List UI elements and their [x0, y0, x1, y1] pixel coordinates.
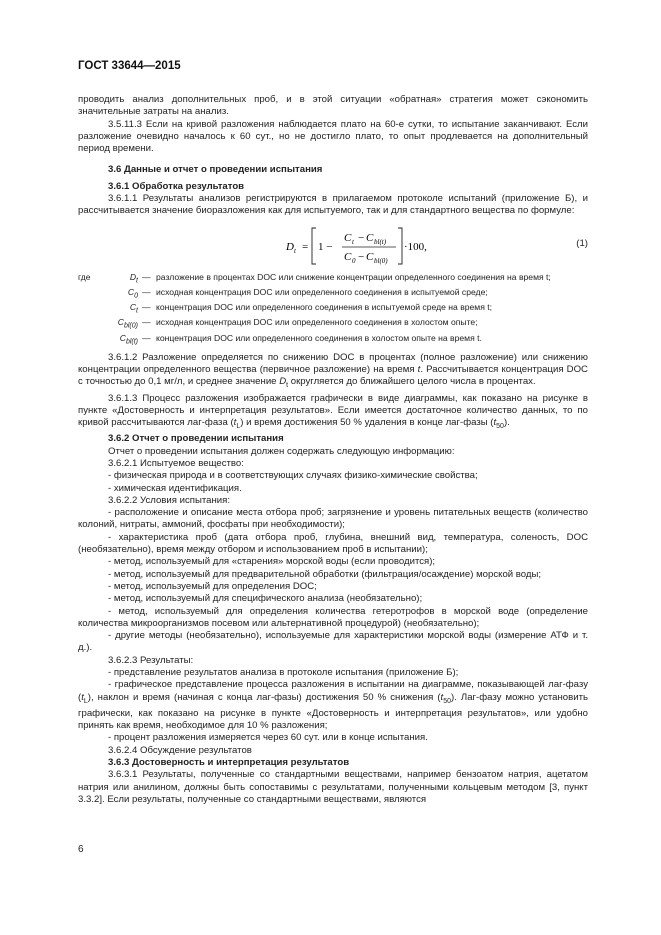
- paragraph: 3.6.2.3 Результаты:: [108, 654, 194, 666]
- left-bracket: [312, 228, 316, 264]
- list-item: - метод, используемый для определения DOC;: [108, 580, 317, 592]
- formula-number: (1): [576, 237, 588, 249]
- num-minus: −: [358, 231, 365, 244]
- definition-row: где $D_t$ — разложение в процентах DOC или снижение концентрации определенного соединения на время t;: [78, 271, 551, 285]
- definition-row: $C_{bl(t)}$ — концентрация DOC или определенного соединения в холостом опыте на время t.: [119, 332, 482, 346]
- paragraph: 3.6.1.1 Результаты анализов регистрируются в прилагаемом протоколе испытаний (приложение Б), и рассчитывается значение биоразложения как для испытуемого, так и для стандартного вещества по формуле:: [78, 193, 588, 217]
- den-c: C: [344, 250, 352, 263]
- paragraph: 3.6.2.4 Обсуждение результатов: [108, 744, 252, 756]
- paragraph: 3.6.1.3 Процесс разложения изображается графически в виде диаграммы, как показано на рисунке в пункте «Достоверность и интерпретация результатов». Если имеется достаточное количество данных, то по кривой рассчитываются лаг-фаза $(t_L)$ и время достижения 50 % удаления в конце лаг-фазы $(t_{50})$.: [78, 392, 588, 431]
- den-minus: −: [358, 250, 365, 263]
- list-item: - метод, используемый для «старения» морской воды (если проводится);: [108, 556, 436, 568]
- paragraph: 3.6.2.2 Условия испытания:: [108, 494, 230, 506]
- section-heading: 3.6.1 Обработка результатов: [108, 180, 245, 192]
- num-c-sub: t: [352, 237, 354, 246]
- formula-eq: =: [302, 240, 309, 253]
- list-item: - расположение и описание места отбора проб; загрязнение и уровень питательных веществ (количество колоний, нитраты, аммоний, фосфаты при необходимости);: [78, 507, 588, 531]
- formula-lhs: D: [286, 240, 294, 253]
- definition-row: $C_t$ — концентрация DOC или определенного соединения в испытуемой среде на время t;: [129, 302, 493, 315]
- formula: [278, 222, 498, 270]
- den-cbl-sub: bl(0): [374, 256, 388, 265]
- page-number: 6: [78, 844, 84, 855]
- list-item: - метод, используемый для определения количества гетеротрофов в морской воде (определение количества микроорганизмов посевом или альтернативной процедурой) (необязательно);: [78, 605, 588, 629]
- paragraph: 3.6.2.1 Испытуемое вещество:: [108, 457, 244, 469]
- list-item: - процент разложения измеряется через 60 сут. или в конце испытания.: [108, 732, 428, 744]
- formula-block: [78, 222, 588, 270]
- list-item: - характеристика проб (дата отбора проб, глубина, внешний вид, температура, соленость, DOC (необязательно), время между отбором и использованием проб в испытании);: [78, 531, 588, 556]
- formula-lhs-sub: t: [294, 246, 296, 255]
- definition-row: $C_0$ — исходная концентрация DOC или определенного соединения в испытуемой среде;: [127, 286, 488, 300]
- section-heading: 3.6.2 Отчет о проведении испытания: [108, 433, 284, 445]
- paragraph: проводить анализ дополнительных проб, и в этой ситуации «обратная» стратегия может сэкономить значительные затраты на анализ.: [78, 94, 588, 118]
- num-cbl: C: [366, 231, 374, 244]
- list-item: - представление результатов анализа в протоколе испытания (приложение Б);: [108, 667, 459, 678]
- paragraph: Отчет о проведении испытания должен содержать следующую информацию:: [108, 445, 455, 457]
- num-cbl-sub: bl(t): [374, 237, 387, 246]
- list-item: - химическая идентификация.: [108, 482, 242, 494]
- section-heading: 3.6 Данные и отчет о проведении испытания: [108, 164, 323, 176]
- formula-times: ·100,: [404, 240, 427, 253]
- den-cbl: C: [366, 250, 374, 263]
- den-c-sub: 0: [352, 256, 356, 265]
- list-item: - другие методы (необязательно), используемые для характеристики морской воды (измерение АТФ и т. д.).: [78, 630, 588, 654]
- list-item: - метод, используемый для предварительной обработки (фильтрация/осаждение) морской воды;: [108, 568, 542, 580]
- definitions-list: [78, 272, 588, 348]
- formula-one-minus: 1 −: [318, 240, 333, 253]
- page-content: [78, 94, 588, 806]
- paragraph: 3.5.11.3 Если на кривой разложения наблюдается плато на 60-е сутки, то испытание заканчивают. Если разложение очевидно началось к 60 сут., но не достигло плато, то опыт продлевается на дополнительный период времени.: [78, 118, 588, 155]
- definition-row: $C_{bl(0)}$ — исходная концентрация DOC или определенного соединения в холостом опыте;: [117, 317, 478, 331]
- list-item: - графическое представление процесса разложения в испытании на диаграмме, показывающей лаг-фазу $(t_L)$, наклон и время (начиная с конца лаг-фазы) достижения 50 % снижения $(t_{50})$. Лаг-фазу можно установить графически, как показано на рисунке в пункте «Достоверность и интерпретация результатов», или удобно принять как время, необходимое для 10 % разложения;: [78, 679, 588, 732]
- paragraph: 3.6.1.2 Разложение определяется по снижению DOC в процентах (полное разложение) или снижению концентрации определенного вещества (первичное разложение) на время t. Рассчитывается концентрация DOC с точностью до 0,1 мг/л, и среднее значение $D_t$ округляется до ближайшего целого числа в процентах.: [78, 351, 588, 390]
- section-heading: 3.6.3 Достоверность и интерпретация результатов: [108, 756, 350, 768]
- list-item: - метод, используемый для специфического анализа (необязательно);: [108, 593, 423, 605]
- paragraph: 3.6.3.1 Результаты, полученные со стандартными веществами, например бензоатом натрия, ацетатом натрия или анилином, должны быть сопоставимы с результатами, полученными кольцевым методом [3, пункт 3.3.2]. Если результаты, полученные со стандартными веществами, являются: [78, 769, 588, 805]
- num-c: C: [344, 231, 352, 244]
- right-bracket: [398, 228, 402, 264]
- document-header: ГОСТ 33644—2015: [78, 60, 181, 72]
- list-item: - физическая природа и в соответствующих случаях физико-химические свойства;: [108, 470, 478, 482]
